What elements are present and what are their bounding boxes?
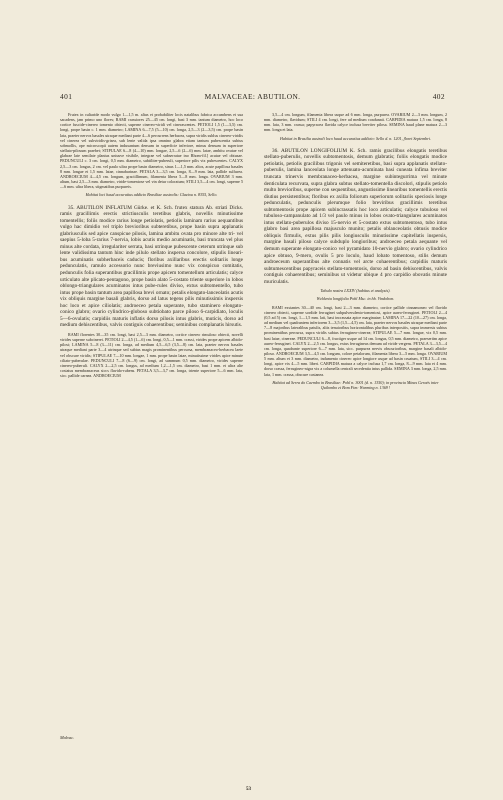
description-paragraph: 3,5—4 cm. longum, filamenta libera usque ad 6 mm. longa, purpurea. OVARIUM 2—3 mm. longum, 2 mm. diametro, flavidum; STILI 4 cm. longi, fere ad medium coadunati. CARPIDIA matura 1,5 cm. longa, 8 mm. lata, 3 mm. crassa; papyracea flavida calyce inclusa breviter pilosa. SEMINA haud plane matura 2—3 mm. longa et lata.: [264, 112, 447, 133]
page-number-left: 401: [60, 92, 73, 101]
plate-reference: Tabula nostra LXXIV (habitus et analysis).: [320, 288, 391, 294]
left-column: [60, 112, 243, 772]
habitat-note: Habitat ad Serra do Caembo in Brasiliae: Pohl n. 3001 (d. n. 1350); in provincia Minas Geraës inter Quilombo et Bom Fim: Warming n. 1369 !: [272, 379, 439, 390]
species-diagnosis: 35. ABUTILON INFLATUM Gürke. et K. Sch. frutex statura Ab. striati Dicks. ramis gracillimis erectis strictiusculis teretibus glabris, novellis minutissime tomentellis; foliis modice rarius longe petiolatis, petiolis laminam rarius aequantibus vulgo hac dimidio vel triplo brevioribus subteretibus, prope basin supra applanatis glabriusculis sed apice canspicue pilosis, lamina ambitu ovata pro minore alte tri- vel saepius 5-loba 5-rarius 7-nervia, lobis acutis medio acuminatis, basi truncata vel plus minus alte cordata, irregulariter serrata, basi utrinque pubescente ceterum utrinque sub lente validissima tantum hinc inde pilulo stellato inspersa concolore, stipulis lineari-bus acuminatis subherbaceis caducis; floribus axillaribus erectis solitariis longe pedunculatis, ramulo accessorio nunc breviusimo nunc vix conspicuo comitatis, pedunculis folia superantibus gracillimis prope apicem tomentellum articulatis; calyce urticulato alte plicato-pentagono, prope basin alato 5-costato triente superiore in lobos oblongo-triangulares acuminatos intus pube-rules diviso, extus subtomentello, tubo intus prope basin tantum area papillosa brevi ornato; petalis elongato-lanceolatis acutis vix obliquis margine basali glabris, dorso ad latus tegens pilis minutissimis inspersis hoc loco et apice ciliolatis; androeceo petala superante, tubo staminero elongato-conico glabro; ovario cylindrico-globoso subtiobato parce piloso 6-carpidiato, loculis 5—6-ovulatis; carpidiis maturis inflatis dorso pilosis intus glabris, muticis, dorso ad medium dehiscentibus, valvis contiguis cohaerentibus; seminibus complanatis hirsutis.: [60, 204, 243, 329]
synonym: Weldenia longifolia Pohl Msc. in hb. Vindobon.: [316, 296, 395, 302]
page-number-right: 402: [432, 92, 445, 101]
running-title: MALVACEAE: ABUTILON.: [204, 92, 301, 101]
description-paragraph: RAMI exstantes 30—40 cm. longi, basi 2—3 mm. diametro, cortice pallide cinnamoneo vel flavido cinereo obtecti, superne sordide ferruginei subpulverulento-tomentosi, apice aureo-ferruginei. PETIOLI 2—4 (0,5 ad 5) cm. longi, 1—1,5 mm. lati, basi incrassata apice marginatae; LAMINA 17—22 (10—27) cm. longa, ad medium vel quadrantem inferiorem 3—3,5 (1,5—4,5) cm. lata, praeter nervos basales utraque mediani parte 7—8 majoribus lateralibus patulis, aliis tenuioribus horizontalibus pluribus interpositis, supra immersis subtus prominentibus percursa, supra viridis subtus ferrugineo-cinerea; STIPULAE 5—7 mm. longae, vix 0,5 mm. basi latae, cinereae. PEDUNCULI 6—8, fructiger usque ad 14 cm. longus, 0,5 mm. diametro, praesertim apice aureo-ferruginei. CALYX 2—2,5 cm. longus, extus ferrugineus demum ad viride vergens. PETALA 3—3,5—4 cm. longa, quadrante superiore 6—7 mm. lata, sicc. purpurea nervis obscurioribus, margine basali albido-piloso. ANDROECIUM 3,5—4,5 cm. longum, colore petalorum, filamenta libera 3—5 mm. longa. OVARIUM 5 mm. altum et 3 mm. diametro, indumento cinereo apice longiore usque ad basin cruatum, STILI 3—4 cm. longi, apice vix 4—5 mm. liberi. CARPIDIA matura a calyce inclusa 1,7 cm. longa, 8—9 mm. lata et 4 mm. dorso crassa, ferrugineo-nigra vix a columella centrali secedentia intus pallida. SEMINA 3 mm. longa, 2,5 mm. lata, 1 mm. crassa, obscure castanea.: [264, 304, 447, 377]
species-diagnosis: 36. ABUTILON LONGIFOLIUM K. Sch. ramis gracilibus elongatis teretibus stellato-puberulis, novellis subtomentosis, demum glabratis; foliis elongatis modice petiolatis, petiolis gracilibus trigonis vel semiteretibus, basi supra applanatis stellato-puberulis, lamina lanceolata longe attenuato-acuminata basi cuneata infima breviter truncata trinervis membranaceo-herbacea, margine subintegurrima vel minute denticulata recurvata, supra glabra subtus stellato-tomentella discolori, stipulis petiolo multo brevioribus, superne con sequentibus, angustissime linearibus tomentellis erectis diutius persistentibus; floribus ex axilla foliorum superiorum solitariis speciosis longe pedunculatis, pedunculis plerumque folio breviribus gracillimis teretibus subtomentosis prope apicem subincrassatis hoc loco articulatis; calyce tubuloso vel tubuloso-campanulato ad 1/3 vel paulo minus in lobos ovato-triangulares acuminatos intus stellato-puberulos diviso 15-nervio et 5-costato extus subtomentoso, tubo intus glabro basi area papillosa majusculo munito; petalis oblanceolatis obtusis modice obliquis firmulis, extus pilis pilis longiusculis minutissime capitellatis inspersis, margine basali piloso calyce subduplo longioribus; androeceo petala aequante vel demum superante elongato-conico vel pyramidato 10-nervio glabro; ovario cylindrico apice obtuso, 9-mero, ovulis 5 pro loculo, haud lobato tomentoso, stilis demum androeceum superantibus alte connatis vel arcte cohaerentibus; carpidiis maturis subtumescentibus papyraceis stellato-tomentosis, dorso ad basin dehiscentibus, valvis contiguis cohaerentibus; seminibus ut videtur ubique 4 pro carpidio obovatis minute muriculatis.: [264, 147, 447, 285]
signature-mark: 53: [246, 787, 251, 792]
running-header: [60, 92, 445, 106]
description-paragraph: RAMI florentes 30—35 cm. longi, basi 2,5—3 mm. diametro, cortice cinereo rimuloso obtecti, novelli virides superne subcinerei. PETIOLI 2—4,5 (1—6) cm. longi, 0,5—1 mm. crassi, virides prope apicem albido-pilosi; LAMINA 5—8 (3—11) cm. longa, ad medium 4,5—6,5 (3,5—8) cm. lata, praeter nervos basales utraque mediani parte 3—4 utrinque sed subtus magis prominentibus percursa, membranaceo-herbacea laete vel obscure viridis; STIPULAE 7—10 mm. longae, 1 mm. prope basin latae, minutissime virides apice minute ciliato-puberulae. PEDUNCULI 7—8 (6—9) cm. longi, ad summum 0,5 mm. diametro, virides superne cinereo-puberuli. CALYX 2—2,5 cm. longus, ad medium 1,2—1,5 cm. diametro, basi 1 mm. et ultra alte costatus membranaceus siccs flavido-rubens. PETALA 3,5—3,7 cm. longa, triente superiore 5—6 mm. lata, sicc. pallide carnea. ANDROECIUM: [60, 331, 243, 379]
right-column: [264, 112, 447, 772]
description-paragraph: Frutex in cultaride modo vulgo 1—1,5 m. altus et probabiliter locis natalibus fabrica accumbens et sua sacadens, jam primo uno flores; RAMI crassiores 25—45 cm. longi, basi 3 mm. tantum diametro, hoc loco cortice fuscide-cinereo tomento obtecti, superne cinereo-viridi vel cinerascentes. PETIOLI 1,5 (1—3,5) cm. longi, prope basin c. 1 mm. diametro; LAMINA 6—7,5 (5—10) cm. longa, 2,5—3 (2—3,5) cm. prope basin lata, praeter nervos basales utraque mediani parte 4—6 percurrens herbacea, supra viridis sublus cinereo-viridis vel cinerea vel subviridis-grisea, sub lente valida ipsa omnino glabra etiam tantum pubescentia subtus sobmollis, ope microscopii autem induxantum densum in superficie inferiore, minus densum in superiore stellato-pilosum praebet; STIPULAE 6—8 (4—10) mm. longae, 2,5—6 (2—6) mm. latae, ambitu ovatae vel glabrae late semilate planius uniusve visibile, integrae vel subserratae ino Rhom-fil.] acutae vel obtusae. PEDUNCULI c. 3 cm. longi, 0,5 mm. diametro, subtiliter-puberuli, superiore pilis vix pubescentes. CALYX 2,5—3 cm. longus, 2 cm. vel paulo ultra prope basin diametro, sinus 1—1,5 mm. altos, acute papillosa basales 8 mm. longae et 1,5 mm. latae, cinnabarinae. PETALA 3—3,5 cm. longa, 8—9 mm. lata, pallide sulfurea. ANDROECIUM 4—4,5 cm. longum, graciillimum, filamenta libera 5—8 mm. longa. OVARIUM 3 mm. altum, basi 2,5—3 mm. diametro, viride-tomentose vel vin detur coloratum; STILI 3,5—4 cm. longi, superne 5—6 mm. ultra libera, stigmatibus purpureis.: [60, 112, 243, 190]
footer-note: Malvac.: [60, 735, 75, 740]
habitat-note: Habitat in Brasilia australi loco haud accuratius addicto: Sello d. n. 1201, floret Septembri.: [280, 135, 431, 141]
habitat-note: Habitat loci haud accuratius addicto Brasiliae australis: Glaziou n. 8355, Sello.: [85, 192, 218, 198]
